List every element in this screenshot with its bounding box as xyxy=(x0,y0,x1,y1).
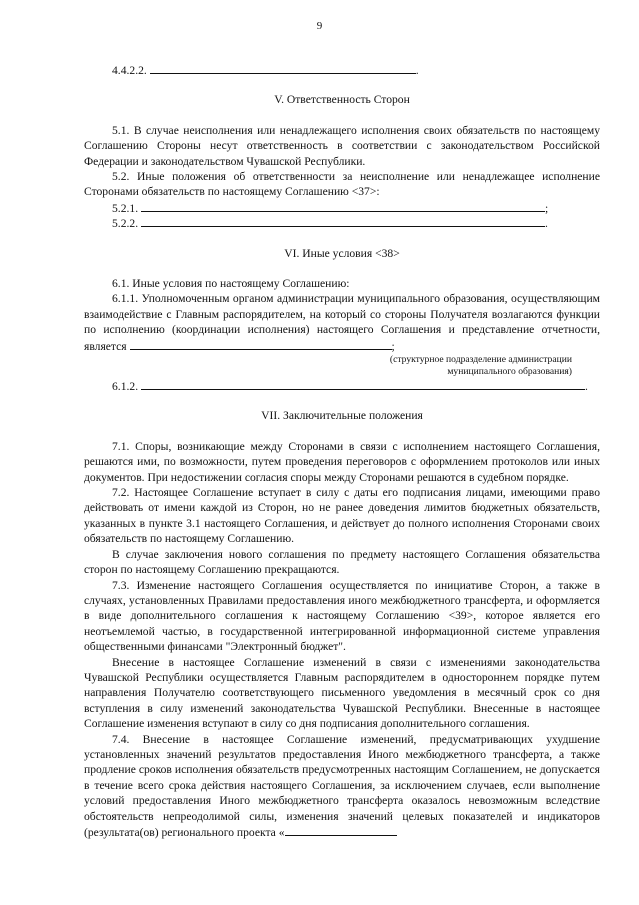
paragraph-6-1: 6.1. Иные условия по настоящему Соглашению: xyxy=(112,277,350,291)
blank-line xyxy=(150,62,416,74)
paragraph-7-3-b: Внесение в настоящее Соглашение изменений в связи с изменениями законодательства Чувашской Республики осуществляется Главным распорядителем в одностороннем порядке путем направления Получателю соответствующего письменного уведомления в месячный срок со дня вступления в силу изменений законодательства Чувашской Республики. Внесенные в настоящее Соглашение изменения вступают в силу со дня подписания дополнительного соглашения. xyxy=(84,655,600,731)
section-5-title: V. Ответственность Сторон xyxy=(274,93,410,107)
section-6-title: VI. Иные условия <38> xyxy=(284,246,400,260)
paragraph-7-4: 7.4. Внесение в настоящее Соглашение изменений, предусматривающих ухудшение установленных значений результатов предоставления Иного межбюджетного трансферта, а также продление сроков исполнения обязательств предусмотренных настоящим Соглашением, не допускается в течение всего срока действия настоящего Соглашения, за исключением случаев, если выполнение условий предоставления Иного межбюджетного трансферта оказалось невозможным вследствие обстоятельств непреодолимой силы, изменения значений целевых показателей и индикаторов (результата(ов) регионального проекта « xyxy=(84,732,600,839)
section-7-title: VII. Заключительные положения xyxy=(261,409,423,423)
paragraph-5-1: 5.1. В случае неисполнения или ненадлежащего исполнения своих обязательств по настоящему Соглашению Стороны несут ответственность в соответствии с законодательством Российской Федерации и законодательством Чувашской Республики. xyxy=(84,123,600,168)
paragraph-7-3: 7.3. Изменение настоящего Соглашения осуществляется по инициативе Сторон, а также в случаях, установленных Правилами предоставления иного межбюджетного трансферта, и оформляется в виде дополнительного соглашения к настоящему Соглашению <39>, которое является его неотъемлемой частью, в государственной интегрированной информационной системе управления общественными финансами "Электронный бюджет". xyxy=(84,578,600,654)
item-4-4-2-2: 4.4.2.2. . xyxy=(112,64,419,77)
paragraph-5-2: 5.2. Иные положения об ответственности за неисполнение или ненадлежащее исполнение Сторонами обязательств по настоящему Соглашению <37>: xyxy=(84,170,600,199)
item-6-1-2: 6.1.2. . xyxy=(112,380,588,394)
item-5-2-1: 5.2.1. ; xyxy=(112,201,549,215)
blank-line xyxy=(141,200,545,212)
page-number: 9 xyxy=(316,20,323,32)
blank-line xyxy=(285,824,397,836)
blank-line xyxy=(130,338,392,350)
paragraph-7-1: 7.1. Споры, возникающие между Сторонами в связи с исполнением настоящего Соглашения, решаются ими, по возможности, путем проведения переговоров с оформлением протоколов или иных документов. При недостижении согласия споры между Сторонами решаются в судебном порядке. xyxy=(84,439,600,484)
field-caption: (структурное подразделение администрации муниципального образования) xyxy=(389,354,572,378)
document-body xyxy=(84,62,600,840)
blank-line xyxy=(141,378,585,390)
paragraph-6-1-1: 6.1.1. Уполномоченным органом администрации муниципального образования, осуществляющим взаимодействие с Главным распорядителем, на который со стороны Получателя возлагаются функции по исполнению (координации исполнения) настоящего Соглашения и представление отчетности, является ; xyxy=(84,292,600,353)
blank-line xyxy=(141,215,545,227)
item-5-2-2: 5.2.2. . xyxy=(112,217,548,231)
paragraph-7-2: 7.2. Настоящее Соглашение вступает в силу с даты его подписания лицами, имеющими право действовать от имени каждой из Сторон, но не ранее доведения лимитов бюджетных обязательств, указанных в пункте 3.1 настоящего Соглашения, и действует до полного исполнения Сторонами своих обязательств по настоящему Соглашению. xyxy=(84,486,600,546)
paragraph-7-2-b: В случае заключения нового соглашения по предмету настоящего Соглашения обязательства сторон по настоящему Соглашению прекращаются. xyxy=(84,547,600,577)
